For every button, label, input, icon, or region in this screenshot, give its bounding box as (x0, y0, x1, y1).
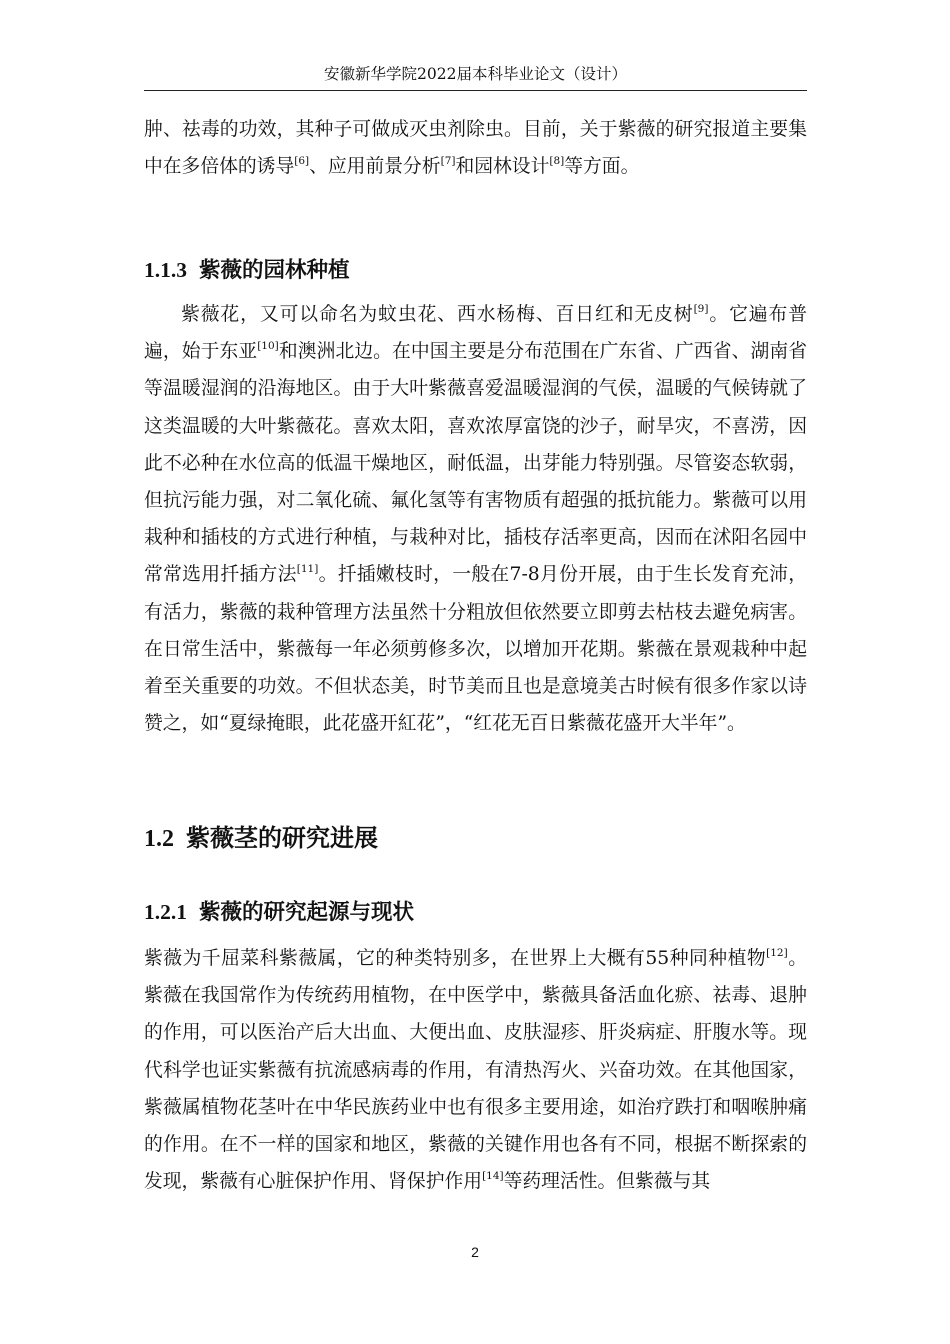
citation: [11] (296, 563, 319, 576)
paragraph-text: 和澳洲北边。在中国主要是分布范围在广东省、广西省、湖南省等温暖湿润的沿海地区。由于大叶紫薇喜爱温暖湿润的气侯，温暖的气候铸就了这类温暖的大叶紫薇花。喜欢太阳，喜欢浓厚富饶的沙子，耐旱灾，不喜涝，因此不必种在水位高的低温干燥地区，耐低温，出芽能力特别强。尽管姿态软弱，但抗污能力强，对二氧化硫、氟化氢等有害物质有超强的抵抗能力。紫薇可以用栽种和插枝的方式进行种植，与栽种对比，插枝存活率更高，因而在沭阳名园中常常选用扦插方法 (144, 341, 808, 586)
paragraph-text: 。紫薇在我国常作为传统药用植物，在中医学中，紫薇具备活血化瘀、祛毒、退肿的作用，可以医治产后大出血、大便出血、皮肤湿疹、肝炎病症、肝腹水等。现代科学也证实紫薇有抗流感病毒的作用，有清热泻火、兴奋功效。在其他国家，紫薇属植物花茎叶在中华民族药业中也有很多主要用途，如治疗跌打和咽喉肿痛的作用。在不一样的国家和地区，紫薇的关键作用也各有不同，根据不断探索的发现，紫薇有心脏保护作用、肾保护作用 (144, 948, 808, 1193)
citation: [7] (440, 155, 456, 168)
section-number: 1.2 (144, 826, 174, 852)
paragraph-text: 肿、祛毒的功效，其种子可做成灭虫剂除虫。目前，关于紫薇的研究报道主要集中在多倍体的诱导 (144, 119, 807, 178)
citation: [6] (294, 155, 310, 168)
paragraph-text: 、应用前景分析 (309, 156, 441, 178)
paragraph-text: 。扦插嫩枝时，一般在7-8月份开展，由于生长发育充沛，有活力，紫薇的栽种管理方法虽然十分粗放但依然要立即剪去枯枝去避免病害。在日常生活中，紫薇每一年必须剪修多次，以增加开花期。紫薇在景观栽种中起着至关重要的功效。不但状态美，时节美而且也是意境美古时候有很多作家以诗赞之，如“夏绿掩眼，此花盛开紅花”，“红花无百日紫薇花盛开大半年”。 (144, 564, 808, 735)
paragraph-landscape-planting (144, 296, 807, 742)
paragraph-text: 和园林设计 (455, 156, 550, 178)
section-heading-1-2-1 (144, 898, 414, 927)
section-number: 1.2.1 (144, 900, 187, 924)
section-heading-1-2 (144, 822, 378, 855)
paragraph-text: 等药理活性。但紫薇与其 (503, 1171, 711, 1193)
running-header: 安徽新华学院2022届本科毕业论文（设计） (324, 65, 627, 83)
section-title: 紫薇的园林种植 (199, 258, 350, 283)
paragraph-text: 等方面。 (564, 156, 640, 178)
page-number: 2 (471, 1244, 479, 1260)
section-heading-1-1-3 (144, 256, 350, 285)
citation: [9] (693, 303, 709, 315)
paragraph-text: 。它遍布普遍，始于东亚 (144, 304, 808, 363)
paragraph-text: 紫薇为千屈菜科紫薇属，它的种类特别多，在世界上大概有55种同种植物 (144, 948, 767, 969)
paragraph-continuation (144, 111, 807, 185)
citation: [10] (257, 340, 279, 353)
header-rule (144, 90, 807, 91)
section-title: 紫薇茎的研究进展 (186, 823, 378, 852)
section-number: 1.1.3 (144, 258, 187, 282)
paragraph-text: 紫薇花，又可以命名为蚊虫花、西水杨梅、百日红和无皮树 (181, 304, 694, 325)
paragraph-research-status (144, 940, 807, 1200)
citation: [14] (482, 1170, 504, 1183)
citation: [12] (766, 947, 788, 959)
section-title: 紫薇的研究起源与现状 (199, 900, 415, 925)
citation: [8] (549, 155, 565, 168)
